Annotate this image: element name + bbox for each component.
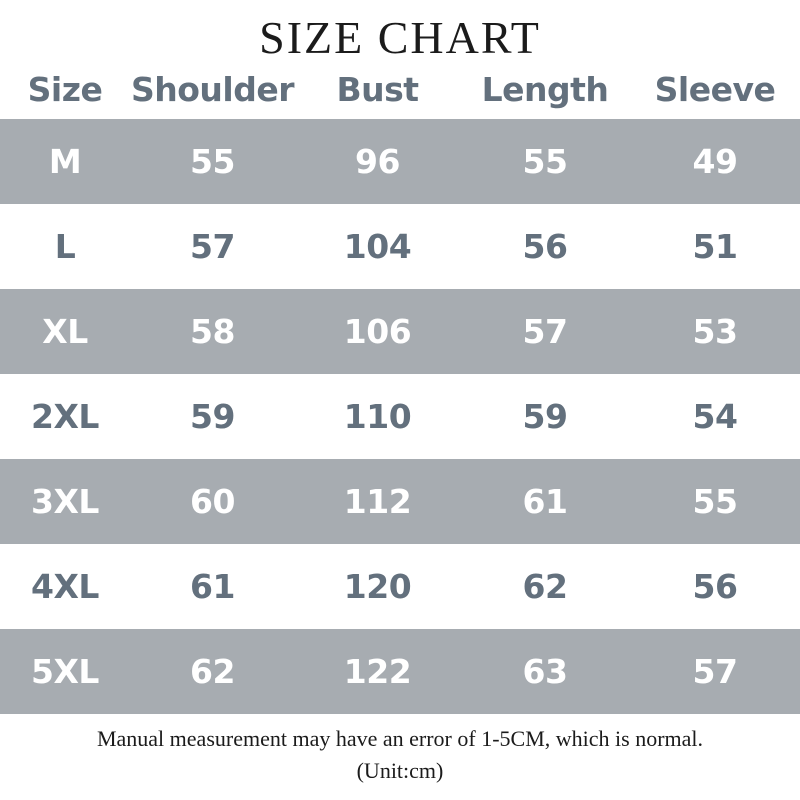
cell-length: 55 bbox=[460, 119, 630, 204]
table-header bbox=[0, 64, 800, 119]
cell-length: 57 bbox=[460, 289, 630, 374]
table-row bbox=[0, 459, 800, 544]
cell-length: 56 bbox=[460, 204, 630, 289]
cell-shoulder: 55 bbox=[130, 119, 295, 204]
table-row bbox=[0, 544, 800, 629]
table-row bbox=[0, 374, 800, 459]
measurement-note bbox=[0, 714, 800, 785]
cell-sleeve: 51 bbox=[630, 204, 800, 289]
cell-sleeve: 49 bbox=[630, 119, 800, 204]
table-row bbox=[0, 119, 800, 204]
cell-sleeve: 56 bbox=[630, 544, 800, 629]
cell-length: 62 bbox=[460, 544, 630, 629]
cell-bust: 110 bbox=[295, 374, 460, 459]
table-row bbox=[0, 289, 800, 374]
cell-length: 59 bbox=[460, 374, 630, 459]
cell-sleeve: 53 bbox=[630, 289, 800, 374]
column-header-size: Size bbox=[0, 64, 130, 119]
cell-bust: 122 bbox=[295, 629, 460, 714]
cell-sleeve: 54 bbox=[630, 374, 800, 459]
cell-size: M bbox=[0, 119, 130, 204]
column-header-shoulder: Shoulder bbox=[130, 64, 295, 119]
table-row bbox=[0, 204, 800, 289]
measurement-note-text: Manual measurement may have an error of 1-5CM, which is normal. bbox=[96, 726, 704, 752]
cell-shoulder: 61 bbox=[130, 544, 295, 629]
cell-bust: 104 bbox=[295, 204, 460, 289]
cell-bust: 112 bbox=[295, 459, 460, 544]
cell-length: 61 bbox=[460, 459, 630, 544]
cell-shoulder: 58 bbox=[130, 289, 295, 374]
cell-bust: 120 bbox=[295, 544, 460, 629]
cell-shoulder: 60 bbox=[130, 459, 295, 544]
column-header-sleeve: Sleeve bbox=[630, 64, 800, 119]
cell-shoulder: 62 bbox=[130, 629, 295, 714]
cell-shoulder: 59 bbox=[130, 374, 295, 459]
cell-size: 4XL bbox=[0, 544, 130, 629]
unit-note-text: (Unit:cm) bbox=[356, 757, 444, 783]
cell-size: 3XL bbox=[0, 459, 130, 544]
cell-size: 5XL bbox=[0, 629, 130, 714]
column-header-bust: Bust bbox=[295, 64, 460, 119]
cell-sleeve: 57 bbox=[630, 629, 800, 714]
cell-sleeve: 55 bbox=[630, 459, 800, 544]
cell-size: 2XL bbox=[0, 374, 130, 459]
page-title: SIZE CHART bbox=[259, 12, 541, 63]
table-row bbox=[0, 629, 800, 714]
cell-length: 63 bbox=[460, 629, 630, 714]
column-header-length: Length bbox=[460, 64, 630, 119]
cell-bust: 96 bbox=[295, 119, 460, 204]
cell-bust: 106 bbox=[295, 289, 460, 374]
cell-size: L bbox=[0, 204, 130, 289]
size-chart-table bbox=[0, 64, 800, 714]
cell-shoulder: 57 bbox=[130, 204, 295, 289]
header-row bbox=[0, 64, 800, 119]
cell-size: XL bbox=[0, 289, 130, 374]
table-body bbox=[0, 119, 800, 714]
